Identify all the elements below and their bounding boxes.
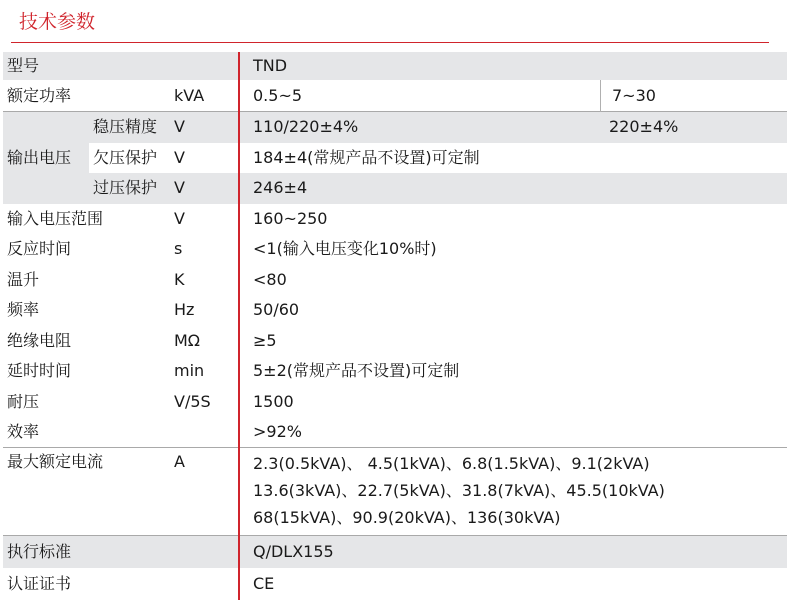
label: 认证证书 bbox=[7, 574, 72, 593]
label: 型号 bbox=[7, 56, 40, 75]
label: 执行标准 bbox=[7, 542, 72, 561]
current-line-1: 2.3(0.5kVA)、 4.5(1kVA)、6.8(1.5kVA)、9.1(2kVA) bbox=[253, 454, 650, 473]
table-row-input-range bbox=[3, 204, 787, 234]
value: <80 bbox=[253, 270, 287, 289]
spec-table bbox=[3, 52, 787, 600]
unit: s bbox=[174, 239, 183, 258]
table-row-max-current bbox=[3, 448, 787, 536]
label: 耐压 bbox=[7, 392, 40, 411]
label: 过压保护 bbox=[93, 178, 158, 197]
label: 效率 bbox=[7, 422, 40, 441]
value: 160~250 bbox=[253, 209, 328, 228]
label: 反应时间 bbox=[7, 239, 72, 258]
unit: V/5S bbox=[174, 392, 211, 411]
label: 稳压精度 bbox=[93, 117, 158, 136]
unit: V bbox=[174, 148, 185, 167]
label: 温升 bbox=[7, 270, 40, 289]
label: 输入电压范围 bbox=[7, 209, 104, 228]
label: 绝缘电阻 bbox=[7, 331, 72, 350]
current-line-2: 13.6(3kVA)、22.7(5kVA)、31.8(7kVA)、45.5(10kVA) bbox=[253, 481, 665, 500]
power-column-divider bbox=[600, 80, 601, 112]
value: 50/60 bbox=[253, 300, 300, 319]
value-primary: 0.5~5 bbox=[253, 86, 303, 105]
value: ≥5 bbox=[253, 331, 277, 350]
value: TND bbox=[253, 56, 288, 75]
unit: kVA bbox=[174, 86, 205, 105]
label: 最大额定电流 bbox=[7, 452, 104, 471]
label: 欠压保护 bbox=[93, 148, 158, 167]
label: 频率 bbox=[7, 300, 40, 319]
table-row-withstand bbox=[3, 387, 787, 417]
unit: Hz bbox=[174, 300, 195, 319]
table-row-efficiency bbox=[3, 417, 787, 448]
table-row-insulation bbox=[3, 326, 787, 356]
table-row-undervoltage bbox=[89, 143, 787, 173]
value: <1(输入电压变化10%时) bbox=[253, 239, 437, 258]
value: 246±4 bbox=[253, 178, 308, 197]
table-row-response bbox=[3, 234, 787, 265]
column-divider bbox=[238, 52, 240, 600]
value: >92% bbox=[253, 422, 302, 441]
value: Q/DLX155 bbox=[253, 542, 334, 561]
unit: V bbox=[174, 178, 185, 197]
table-row-frequency bbox=[3, 295, 787, 326]
current-line-3: 68(15kVA)、90.9(20kVA)、136(30kVA) bbox=[253, 508, 561, 527]
label: 额定功率 bbox=[7, 86, 72, 105]
table-row-model bbox=[3, 52, 787, 80]
unit: V bbox=[174, 209, 185, 228]
unit: min bbox=[174, 361, 205, 380]
value-secondary: 7~30 bbox=[612, 86, 656, 105]
table-row-overvoltage bbox=[89, 173, 787, 204]
table-row-regulation bbox=[89, 112, 787, 143]
value: CE bbox=[253, 574, 275, 593]
table-row-power bbox=[3, 80, 787, 112]
value-primary: 110/220±4% bbox=[253, 117, 359, 136]
value: 184±4(常规产品不设置)可定制 bbox=[253, 148, 480, 167]
table-row-certificate bbox=[3, 568, 787, 600]
section-title: 技术参数 bbox=[19, 11, 96, 33]
unit: A bbox=[174, 452, 185, 471]
unit: K bbox=[174, 270, 185, 289]
value: 5±2(常规产品不设置)可定制 bbox=[253, 361, 460, 380]
group-label: 输出电压 bbox=[7, 148, 72, 167]
unit: V bbox=[174, 117, 185, 136]
table-row-temp-rise bbox=[3, 265, 787, 295]
value: 1500 bbox=[253, 392, 294, 411]
table-row-delay bbox=[3, 356, 787, 387]
value-secondary: 220±4% bbox=[609, 117, 679, 136]
unit: MΩ bbox=[174, 331, 201, 350]
label: 延时时间 bbox=[7, 361, 72, 380]
title-divider bbox=[11, 42, 769, 43]
table-row-standard bbox=[3, 536, 787, 568]
output-voltage-group bbox=[3, 112, 89, 204]
